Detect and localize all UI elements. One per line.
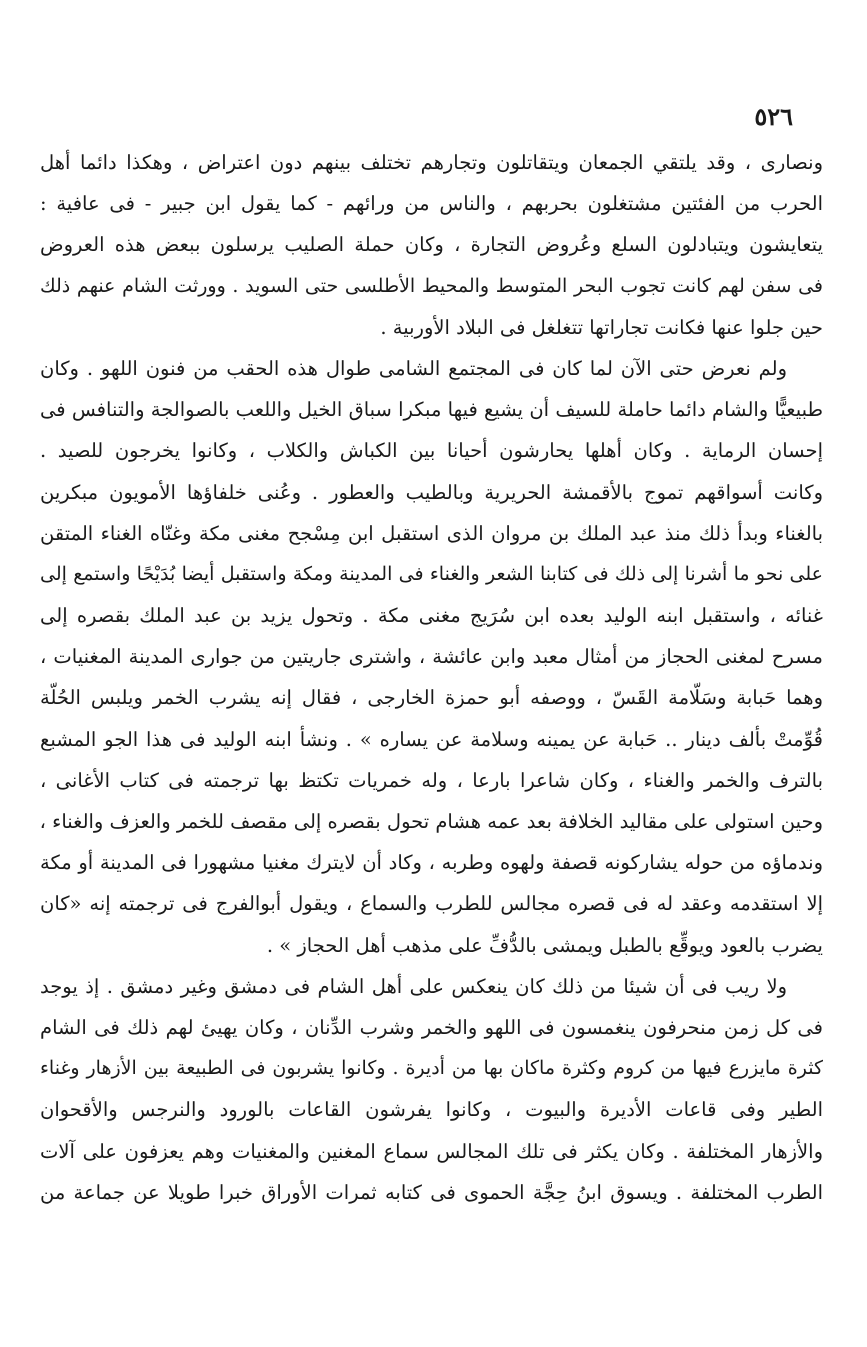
text-line: الطرب المختلفة . ويسوق ابنُ حِجَّة الحموى فى كتابه ثمرات الأوراق خبرا طويلا عن جماعة من bbox=[40, 1180, 823, 1204]
text-line: فى سفن لهم كانت تجوب البحر المتوسط والمحيط الأطلسى حتى السويد . وورثت الشام عنهم ذلك bbox=[40, 274, 823, 297]
text-line: غنائه ، واستقبل ابنه الوليد بعده ابن سُرَيج مغنى مكة . وتحول يزيد بن عبد الملك بقصره إلى bbox=[40, 604, 823, 628]
text-line: بالترف والخمر والغناء ، وكان شاعرا بارعا ، وله خمريات تكتظ بها ترجمته فى كتاب الأغانى ، bbox=[40, 768, 823, 792]
text-line: قُوِّمتْ بألف دينار .. حَبابة عن يمينه وسلامة عن يساره » . ونشأ ابنه الوليد فى هذا الجو المشبع bbox=[40, 727, 823, 751]
text-line: ونصارى ، وقد يلتقي الجمعان ويتقاتلون وتجارهم تختلف بينهم دون اعتراض ، وهكذا دائما أهل bbox=[40, 151, 823, 174]
text-line: طبيعيًّا والشام دائما حاملة للسيف أن يشيع فيها مبكرا سباق الخيل واللعب بالصوالجة والتنافس فى bbox=[40, 398, 823, 422]
body-text bbox=[40, 142, 823, 1213]
paragraph-start-line: ولا ريب فى أن شيئا من ذلك كان ينعكس على أهل الشام فى دمشق وغير دمشق . إذ يوجد bbox=[40, 974, 787, 998]
text-line: والأزهار المختلفة . وكان يكثر فى تلك المجالس سماع المغنين والمغنيات وهم يعزفون على آلات bbox=[40, 1139, 823, 1163]
text-line: يتعايشون ويتبادلون السلع وعُروض التجارة ، وكان حملة الصليب يرسلون ببعض هذه العروض bbox=[40, 233, 823, 257]
text-line: وحين استولى على مقاليد الخلافة بعد عمه هشام تحول بقصره إلى مقصف للخمر والعزف والغناء ، bbox=[40, 810, 823, 833]
paragraph-end-line: حين جلوا عنها فكانت تجاراتها تتغلغل فى البلاد الأوربية . bbox=[380, 315, 823, 339]
text-line: الطير وفى قاعات الأديرة والبيوت ، وكانوا يفرشون القاعات بالورود والنرجس والأقحوان bbox=[40, 1098, 823, 1122]
text-line: إلا استقدمه وعقد له فى قصره مجالس للطرب والسماع ، ويقول أبوالفرج فى ترجمته إنه «كان bbox=[40, 892, 823, 916]
page-number: ٥٢٦ bbox=[754, 102, 793, 131]
text-line: الحرب من الفئتين مشتغلون بحربهم ، والناس من ورائهم - كما يقول ابن جبير - فى عافية : bbox=[40, 192, 823, 216]
text-line: كثرة مايزرع فيها من كروم وكثرة ماكان بها من أديرة . وكانوا يشربون فى الطبيعة بين الأزهار وغناء bbox=[40, 1057, 823, 1080]
text-line: وهما حَبابة وسَلّامة القَسّ ، ووصفه أبو حمزة الخارجى ، فقال إنه يشرب الخمر ويلبس الحُلّة bbox=[40, 686, 823, 710]
paragraph-start-line: ولم نعرض حتى الآن لما كان فى المجتمع الشامى طوال هذه الحقب من فنون اللهو . وكان bbox=[40, 356, 787, 380]
text-line: إحسان الرماية . وكان أهلها يحارشون أحيانا بين الكباش والكلاب ، وكانوا يخرجون للصيد . bbox=[40, 439, 823, 463]
text-line: فى كل زمن منحرفون ينغمسون فى اللهو والخمر وشرب الدِّنان ، وكان يهيئ لهم ذلك فى الشام bbox=[40, 1015, 823, 1039]
text-line: على نحو ما أشرنا إلى ذلك فى كتابنا الشعر والغناء فى المدينة ومكة واستقبل أيضا بُدَيْحًا واستمع إلى bbox=[40, 562, 823, 585]
paragraph-end-line: يضرب بالعود ويوقِّع بالطبل ويمشى بالدُّفِّ على مذهب أهل الحجاز » . bbox=[266, 933, 823, 957]
text-line: وكانت أسواقهم تموج بالأقمشة الحريرية وبالطيب والعطور . وعُنى خلفاؤها الأمويون مبكرين bbox=[40, 480, 823, 504]
text-line: بالغناء وبدأ ذلك منذ عبد الملك بن مروان الذى استقبل ابن مِسْجح مغنى مكة وغنّاه الغناء المتقن bbox=[40, 521, 823, 545]
text-line: وندماؤه من حوله يشاركونه قصفة ولهوه وطربه ، وكاد أن لايترك مغنيا مشهورا فى المدينة أو مكة bbox=[40, 851, 823, 875]
text-line: مسرح لمغنى الحجاز من أمثال معبد وابن عائشة ، واشترى جاريتين من جوارى المدينة المغنيات ، bbox=[40, 645, 823, 669]
